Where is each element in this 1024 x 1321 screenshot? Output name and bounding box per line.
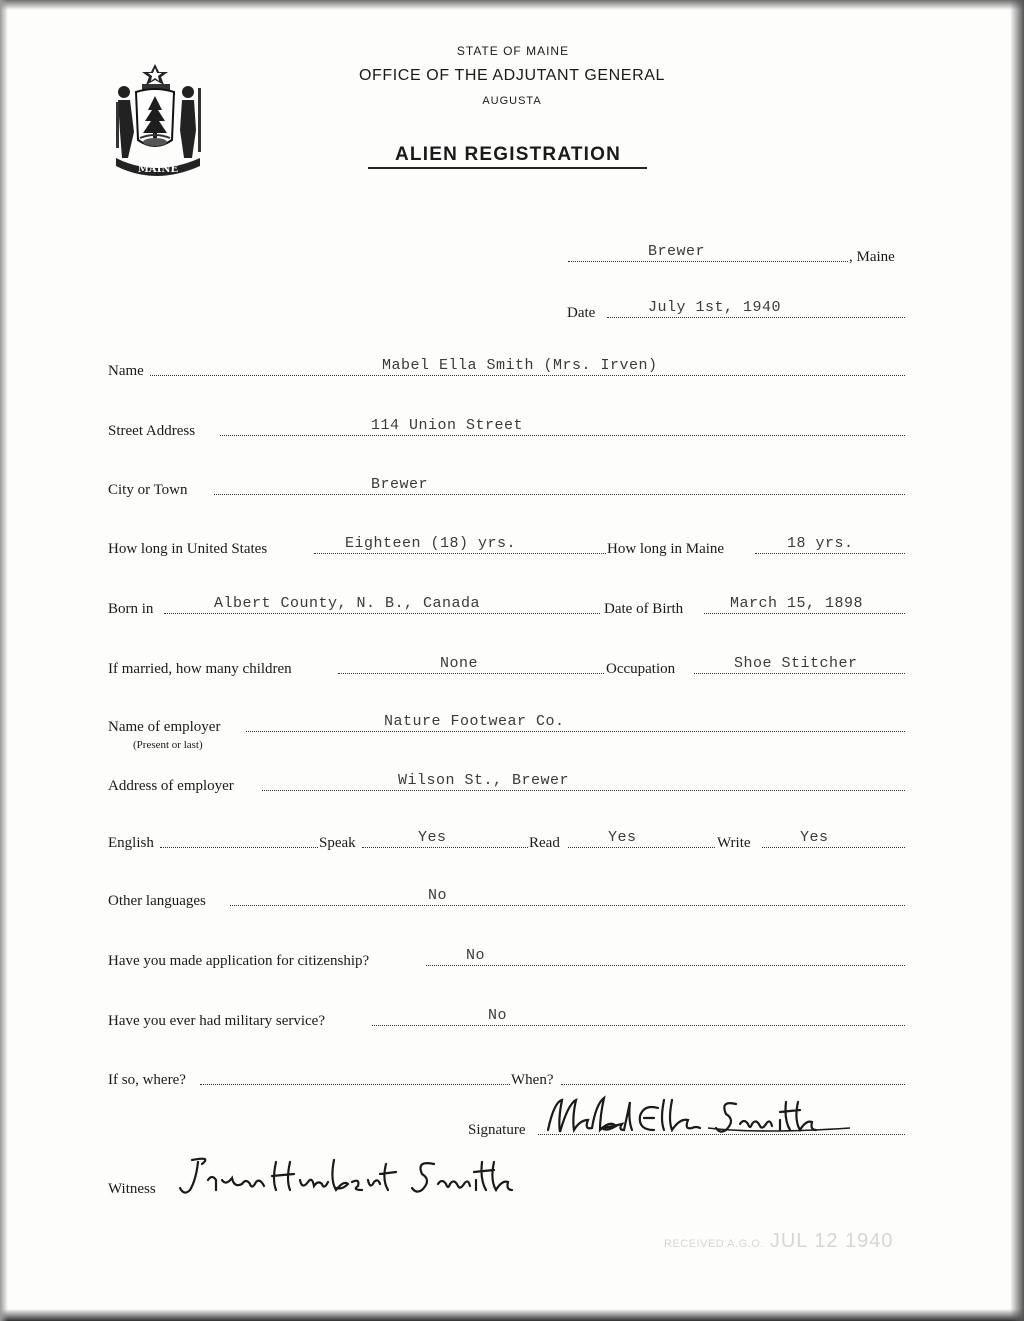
witness-handwriting — [172, 1150, 532, 1206]
date-row — [0, 299, 1024, 324]
witness-label: Witness — [108, 1181, 156, 1197]
when-dotted-line — [561, 1084, 905, 1085]
name-label: Name — [108, 363, 144, 379]
us-duration-value: Eighteen (18) yrs. — [345, 535, 517, 552]
town-dotted-line — [568, 261, 848, 262]
citizenship-dotted-line — [426, 965, 905, 966]
title-underline — [368, 167, 647, 169]
read-value: Yes — [608, 829, 637, 846]
where-dotted-line — [200, 1084, 510, 1085]
received-stamp-prefix: RECEIVED A.G.O. — [664, 1238, 764, 1250]
where-row — [0, 1069, 1024, 1091]
employer-value: Nature Footwear Co. — [384, 713, 565, 730]
other-languages-dotted-line — [230, 905, 905, 906]
received-stamp — [664, 1230, 894, 1253]
military-label: Have you ever had military service? — [108, 1013, 325, 1029]
other-languages-label: Other languages — [108, 893, 206, 909]
born-in-value: Albert County, N. B., Canada — [214, 595, 481, 612]
us-duration-label: How long in United States — [108, 541, 268, 557]
street-row — [0, 417, 1024, 442]
scan-edge-bottom — [0, 1309, 1024, 1321]
state-suffix: , Maine — [849, 249, 895, 265]
english-dotted-line — [160, 847, 318, 848]
other-languages-row — [0, 887, 1024, 912]
street-label: Street Address — [108, 423, 196, 439]
signature-handwriting — [540, 1090, 860, 1146]
date-of-birth-value: March 15, 1898 — [730, 595, 864, 612]
occupation-label: Occupation — [606, 661, 676, 677]
occupation-value: Shoe Stitcher — [734, 655, 858, 672]
employer-address-label: Address of employer — [108, 778, 234, 794]
write-label: Write — [717, 835, 751, 851]
maine-duration-label: How long in Maine — [607, 541, 725, 557]
military-dotted-line — [372, 1025, 905, 1026]
write-dotted-line — [762, 847, 905, 848]
maine-duration-value: 18 yrs. — [787, 535, 854, 552]
street-value: 114 Union Street — [371, 417, 524, 434]
date-of-birth-label: Date of Birth — [604, 601, 684, 617]
form-title: ALIEN REGISTRATION — [394, 144, 622, 165]
read-label: Read — [529, 835, 560, 851]
header-office: OFFICE OF THE ADJUTANT GENERAL — [358, 67, 666, 84]
when-label: When? — [511, 1072, 554, 1088]
svg-text:MAINE: MAINE — [137, 164, 179, 175]
header-state: STATE OF MAINE — [456, 44, 570, 58]
citizenship-row — [0, 947, 1024, 972]
children-row — [0, 655, 1024, 680]
city-row — [0, 476, 1024, 501]
city-label: City or Town — [108, 482, 188, 498]
citizenship-value: No — [466, 947, 486, 964]
other-languages-value: No — [428, 887, 448, 904]
signature-label: Signature — [468, 1122, 526, 1138]
children-value: None — [440, 655, 479, 672]
english-label: English — [108, 835, 154, 851]
write-value: Yes — [800, 829, 829, 846]
town-row — [0, 243, 1024, 268]
citizenship-label: Have you made application for citizenship? — [108, 953, 370, 969]
received-stamp-date: JUL 12 1940 — [769, 1230, 894, 1252]
city-value: Brewer — [371, 476, 429, 493]
employer-sublabel: (Present or last) — [133, 739, 203, 751]
date-label: Date — [567, 305, 596, 321]
employer-label: Name of employer — [108, 719, 221, 735]
signature-row — [0, 1119, 1024, 1141]
birth-row — [0, 595, 1024, 620]
name-value: Mabel Ella Smith (Mrs. Irven) — [382, 357, 658, 374]
residence-row — [0, 535, 1024, 560]
employer-row — [0, 713, 1024, 751]
street-dotted-line — [220, 435, 905, 436]
employer-address-value: Wilson St., Brewer — [398, 772, 570, 789]
name-row — [0, 357, 1024, 382]
speak-label: Speak — [319, 835, 356, 851]
where-label: If so, where? — [108, 1072, 186, 1088]
city-dotted-line — [214, 494, 905, 495]
military-value: No — [488, 1007, 508, 1024]
town-value: Brewer — [648, 243, 706, 260]
employer-address-row — [0, 772, 1024, 797]
employer-address-dotted-line — [262, 790, 905, 791]
speak-value: Yes — [418, 829, 447, 846]
read-dotted-line — [568, 847, 715, 848]
date-value: July 1st, 1940 — [648, 299, 782, 316]
header-city: AUGUSTA — [482, 95, 542, 107]
born-in-label: Born in — [108, 601, 154, 617]
scan-edge-top — [0, 0, 1024, 10]
english-row — [0, 829, 1024, 854]
military-row — [0, 1007, 1024, 1032]
children-label: If married, how many children — [108, 661, 292, 677]
employer-dotted-line — [246, 731, 905, 732]
